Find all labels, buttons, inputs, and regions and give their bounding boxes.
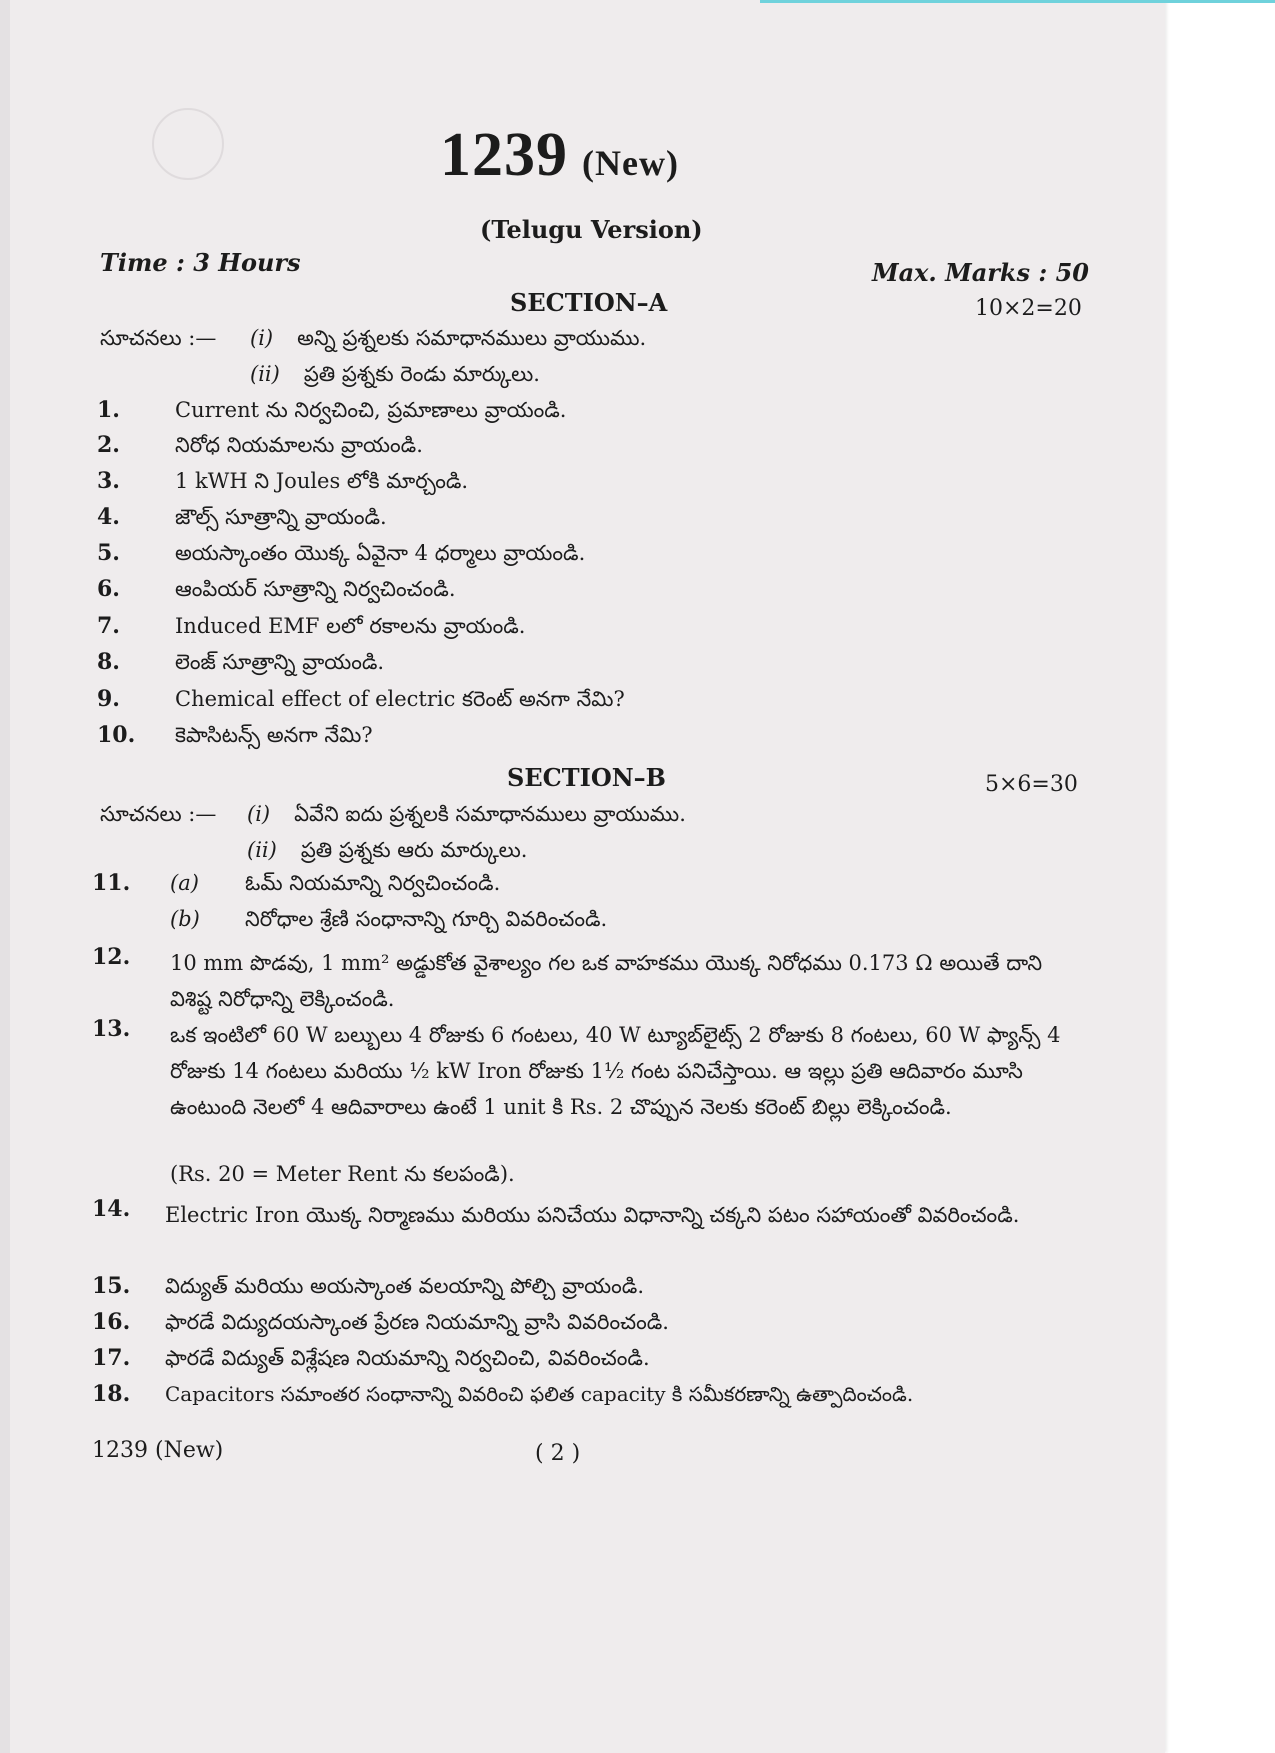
question-text: జౌల్స్ సూత్రాన్ని వ్రాయండి. [175, 505, 387, 529]
question-number: 1. [97, 397, 120, 423]
section-b-instr-2 [247, 838, 527, 868]
question-number: 5. [97, 540, 120, 566]
scan-top-line [760, 0, 1275, 3]
instr-text: ఏవేని ఐదు ప్రశ్నలకి సమాధానములు వ్రాయుము. [294, 802, 686, 826]
question-text: కెపాసిటన్స్ అనగా నేమి? [175, 723, 373, 747]
section-b-marks: 5×6=30 [985, 772, 1078, 797]
faded-stamp-icon [152, 108, 224, 180]
question-text: Chemical effect of electric కరెంట్ అనగా నేమి? [175, 687, 625, 711]
instr-numeral: (i) [250, 326, 274, 350]
footer-paper-code: 1239 (New) [92, 1438, 224, 1463]
sub-question-label: (b) [170, 907, 200, 931]
page-number: ( 2 ) [535, 1441, 581, 1466]
question-text: ఒక ఇంటిలో 60 W బల్బులు 4 రోజుకు 6 గంటలు, 40 W ట్యూబ్‌లైట్స్ 2 రోజుకు 8 గంటలు, 60 W ఫ్యాన్స్ 4 రోజుకు 14 గంటలు మరియు ½ kW Iron రోజుకు 1½ గంట పనిచేస్తాయి. ఆ ఇల్లు ప్రతి ఆదివారం మూసి ఉంటుంది నెలలో 4 ఆదివారాలు ఉంటే 1 unit కి Rs. 2 చొప్పున నెలకు కరెంట్ బిల్లు లెక్కించండి. [170, 1023, 1061, 1119]
section-a-instr-2 [250, 362, 540, 392]
instr-numeral: (ii) [250, 362, 280, 386]
section-a-marks: 10×2=20 [975, 296, 1082, 321]
question-number: 10. [97, 722, 136, 748]
question-number: 16. [92, 1309, 131, 1335]
instr-text: ప్రతి ప్రశ్నకు రెండు మార్కులు. [303, 362, 540, 386]
question-number: 6. [97, 576, 120, 602]
question-number: 11. [92, 870, 131, 896]
question-number: 4. [97, 504, 120, 530]
section-a-instr-label: సూచనలు :— [100, 326, 217, 350]
question-text: Capacitors సమాంతర సంధానాన్ని వివరించి ఫలిత capacity కి సమీకరణాన్ని ఉత్పాదించండి. [165, 1382, 914, 1406]
paper-code-suffix: (New) [582, 143, 679, 183]
question-number: 3. [97, 468, 120, 494]
question-text: Current ను నిర్వచించి, ప్రమాణాలు వ్రాయండి. [175, 398, 567, 422]
question-number: 2. [97, 432, 120, 458]
scan-edge [0, 0, 10, 1753]
question-number: 17. [92, 1345, 131, 1371]
section-a-instr-1 [250, 326, 646, 356]
question-number: 7. [97, 613, 120, 639]
sub-question-label: (a) [170, 871, 199, 895]
question-text: నిరోధ నియమాలను వ్రాయండి. [175, 433, 423, 457]
question-number: 14. [92, 1196, 131, 1222]
question-number: 12. [92, 944, 131, 970]
question-text: ఫారడే విద్యుత్ విశ్లేషణ నియమాన్ని నిర్వచించి, వివరించండి. [165, 1346, 650, 1370]
question-text: ఆంపియర్ సూత్రాన్ని నిర్వచించండి. [175, 577, 456, 601]
question-note: (Rs. 20 = Meter Rent ను కలపండి). [170, 1162, 515, 1186]
question-number: 8. [97, 649, 120, 675]
version-label: (Telugu Version) [480, 215, 703, 244]
section-b-instr-label: సూచనలు :— [100, 802, 217, 826]
question-text: Electric Iron యొక్క నిర్మాణము మరియు పనిచేయు విధానాన్ని చక్కని పటం సహాయంతో వివరించండి. [165, 1203, 1020, 1227]
question-text: ఫారడే విద్యుదయస్కాంత ప్రేరణ నియమాన్ని వ్రాసి వివరించండి. [165, 1310, 669, 1334]
section-b-instr-1 [247, 802, 686, 832]
paper-code: 1239 [440, 121, 568, 189]
question-number: 13. [92, 1016, 131, 1042]
question-text: లెంజ్ సూత్రాన్ని వ్రాయండి. [175, 650, 385, 674]
question-text: Induced EMF లలో రకాలను వ్రాయండి. [175, 614, 526, 638]
question-text: 10 mm పొడవు, 1 mm² అడ్డుకోత వైశాల్యం గల ఒక వాహకము యొక్క నిరోధము 0.173 Ω అయితే దాని విశిష్ట నిరోధాన్ని లెక్కించండి. [170, 951, 1043, 1011]
time-label: Time : 3 Hours [100, 248, 301, 277]
section-b-title: SECTION–B [507, 763, 666, 792]
paper-code-title [440, 120, 679, 191]
instr-numeral: (ii) [247, 838, 277, 862]
max-marks-label: Max. Marks : 50 [872, 258, 1090, 287]
instr-text: అన్ని ప్రశ్నలకు సమాధానములు వ్రాయుము. [297, 326, 647, 350]
instr-text: ప్రతి ప్రశ్నకు ఆరు మార్కులు. [300, 838, 528, 862]
section-a-title: SECTION–A [510, 288, 668, 317]
question-text: విద్యుత్ మరియు అయస్కాంత వలయాన్ని పోల్చి వ్రాయండి. [165, 1274, 644, 1298]
question-number: 15. [92, 1273, 131, 1299]
question-number: 18. [92, 1381, 131, 1407]
question-number: 9. [97, 686, 120, 712]
question-text: ఓమ్ నియమాన్ని నిర్వచించండి. [245, 871, 501, 895]
question-text: 1 kWH ని Joules లోకి మార్చండి. [175, 469, 469, 493]
question-text: నిరోధాల శ్రేణి సంధానాన్ని గూర్చి వివరించండి. [245, 907, 608, 931]
question-text: అయస్కాంతం యొక్క ఏవైనా 4 ధర్మాలు వ్రాయండి. [175, 541, 586, 565]
instr-numeral: (i) [247, 802, 271, 826]
